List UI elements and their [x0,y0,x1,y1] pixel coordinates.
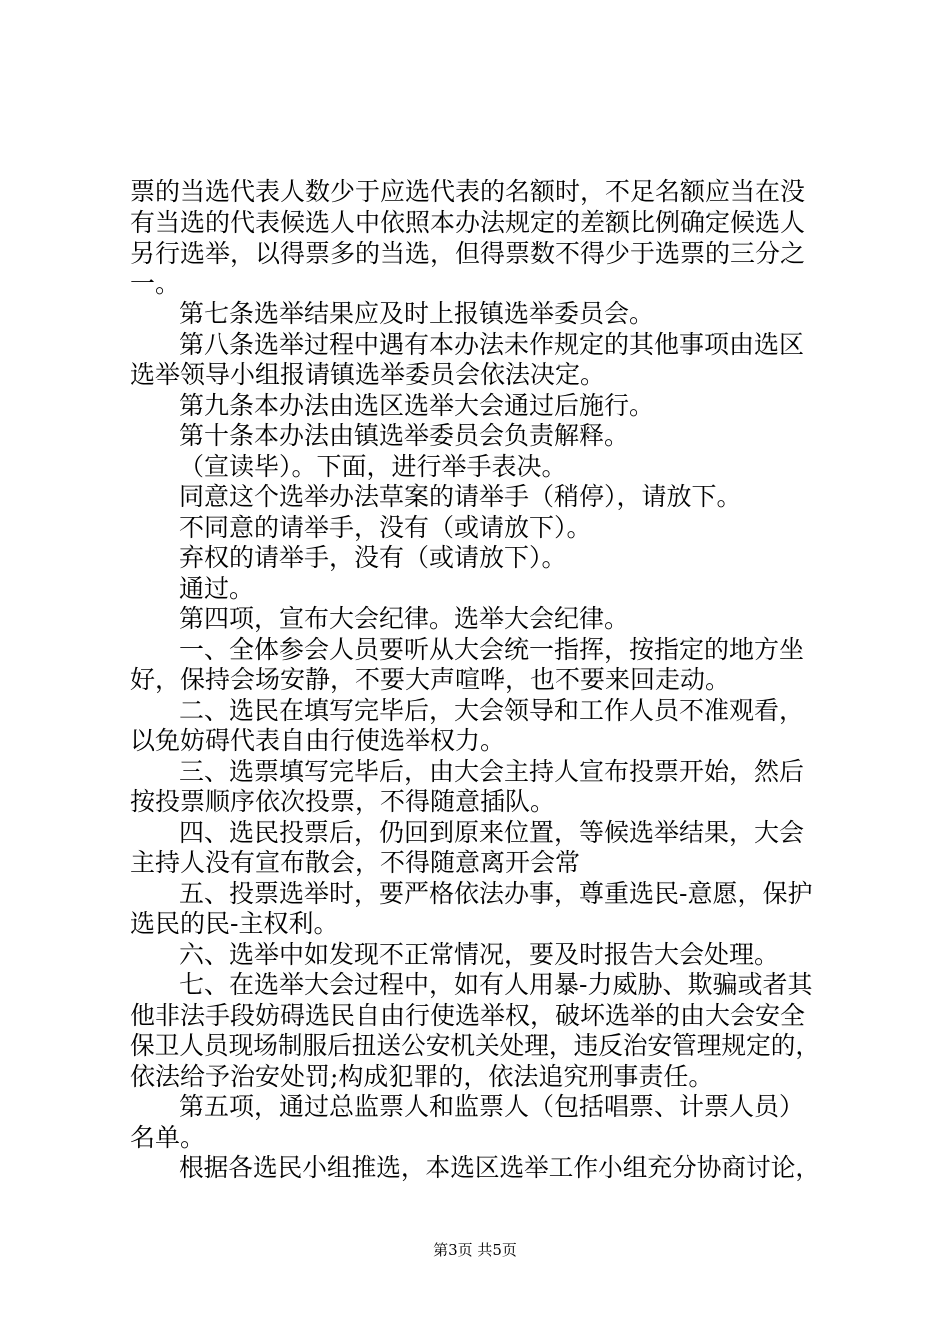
text-line [0,481,950,513]
text-line-content: 另行选举，以得票多的当选，但得票数不得少于选票的三分之 [130,239,806,268]
text-line-content: 第十条本办法由镇选举委员会负责解释。 [179,421,630,450]
text-line-content: 好，保持会场安静，不要大声喧哗，也不要来回走动。 [130,665,731,694]
text-line-content: 选举领导小组报请镇选举委员会依法决定。 [130,360,606,389]
text-line [0,939,950,971]
text-line [0,908,950,940]
text-line-content: 六、选举中如发现不正常情况，要及时报告大会处理。 [179,940,780,969]
text-line [0,1000,950,1032]
text-line [0,207,950,239]
text-line [0,359,950,391]
text-line-content: 第五项，通过总监票人和监票人（包括唱票、计票人员） [179,1092,805,1121]
text-line-content: 不同意的请举手，没有（或请放下）。 [179,513,592,542]
text-line-content: 根据各选民小组推选，本选区选举工作小组充分协商讨论， [179,1153,821,1182]
text-line-content: 他非法手段妨碍选民自由行使选举权，破坏选举的由大会安全 [130,1001,806,1030]
text-line [0,1152,950,1184]
text-line [0,695,950,727]
text-line [0,664,950,696]
text-line-content: 一、全体参会人员要听从大会统一指挥，按指定的地方坐 [179,635,805,664]
text-line-content: 保卫人员现场制服后扭送公安机关处理，违反治安管理规定的， [130,1031,821,1060]
text-line-content: 第八条选举过程中遇有本办法未作规定的其他事项由选区 [179,330,805,359]
text-line [0,969,950,1001]
text-line [0,512,950,544]
text-line-content: （宣读毕）。下面，进行举手表决。 [179,452,567,481]
text-line-content: 五、投票选举时，要严格依法办事，尊重选民-意愿，保护 [179,879,813,908]
text-line [0,176,950,208]
text-line-content: 二、选民在填写完毕后，大会领导和工作人员不准观看， [179,696,805,725]
text-line-content: 七、在选举大会过程中，如有人用暴-力威胁、欺骗或者其 [179,970,813,999]
text-line-content: 依法给予治安处罚;构成犯罪的，依法追究刑事责任。 [130,1062,714,1091]
text-line-content: 名单。 [130,1123,206,1152]
text-line-content: 第七条选举结果应及时上报镇选举委员会。 [179,299,655,328]
text-line [0,817,950,849]
text-line-content: 选民的民-主权利。 [130,909,339,938]
text-line [0,634,950,666]
text-line-content: 四、选民投票后，仍回到原来位置，等候选举结果，大会 [179,818,805,847]
text-line [0,1061,950,1093]
text-line [0,725,950,757]
text-line [0,542,950,574]
text-line [0,603,950,635]
text-line [0,298,950,330]
text-line-content: 按投票顺序依次投票，不得随意插队。 [130,787,556,816]
text-line [0,1122,950,1154]
text-line-content: 第四项，宣布大会纪律。选举大会纪律。 [179,604,630,633]
text-line [0,268,950,300]
text-line [0,1030,950,1062]
text-line-content: 弃权的请举手，没有（或请放下）。 [179,543,567,572]
text-line [0,390,950,422]
text-line [0,451,950,483]
text-line [0,878,950,910]
text-line-content: 有当选的代表候选人中依照本办法规定的差额比例确定候选人 [130,208,806,237]
text-line-content: 第九条本办法由选区选举大会通过后施行。 [179,391,655,420]
text-line [0,1091,950,1123]
text-line [0,420,950,452]
text-line [0,573,950,605]
text-line [0,847,950,879]
text-line-content: 以免妨碍代表自由行使选举权力。 [130,726,506,755]
text-line [0,786,950,818]
page-footer: 第3页 共5页 [433,1241,517,1259]
text-line-content: 一。 [130,269,181,298]
text-line-content: 票的当选代表人数少于应选代表的名额时，不足名额应当在没 [130,177,806,206]
text-line-content: 同意这个选举办法草案的请举手（稍停），请放下。 [179,482,742,511]
text-line [0,329,950,361]
text-line-content: 主持人没有宣布散会，不得随意离开会常 [130,848,581,877]
text-line [0,756,950,788]
text-line-content: 通过。 [179,574,255,603]
text-line [0,238,950,270]
text-line-content: 三、选票填写完毕后，由大会主持人宣布投票开始，然后 [179,757,805,786]
